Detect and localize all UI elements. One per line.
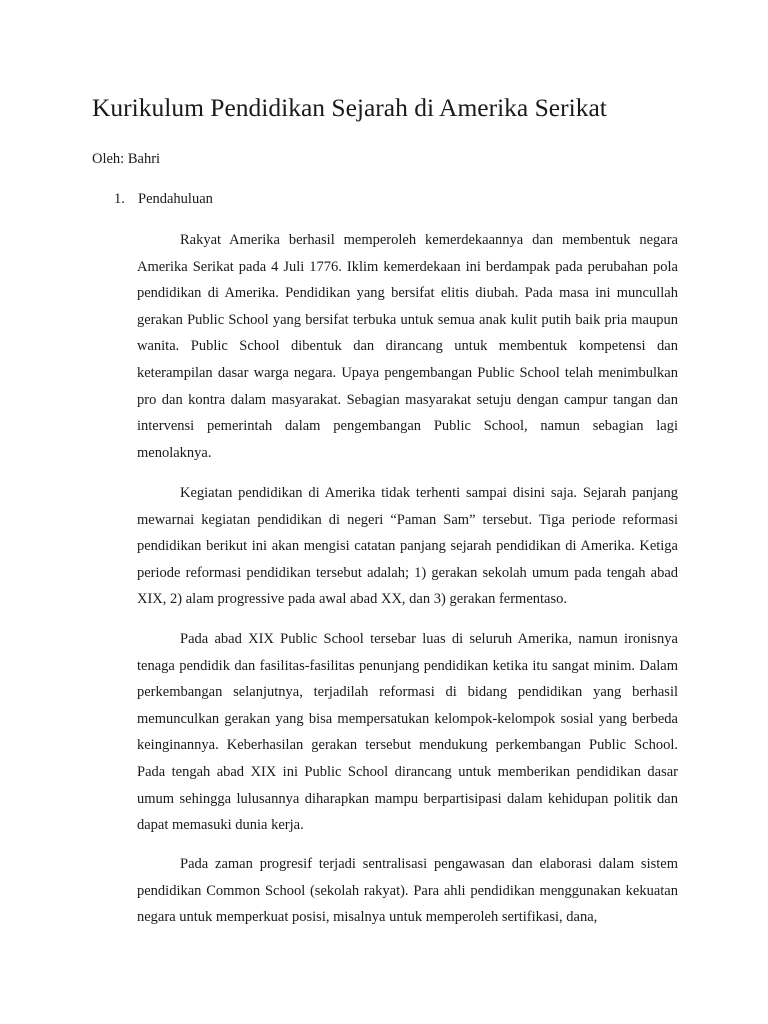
document-title: Kurikulum Pendidikan Sejarah di Amerika Serikat (92, 93, 607, 122)
section-title: Pendahuluan (138, 191, 213, 207)
paragraph-1: Rakyat Amerika berhasil memperoleh kemerdekaannya dan membentuk negara Amerika Serikat pada 4 Juli 1776. Iklim kemerdekaan ini berdampak pada perubahan pola pendidikan di Amerika. Pendidikan yang bersifat elitis diubah. Pada masa ini muncullah gerakan Public School yang bersifat terbuka untuk semua anak kulit putih baik pria maupun wanita. Public School dibentuk dan dirancang untuk membentuk kompetensi dan keterampilan dasar warga negara. Upaya pengembangan Public School telah menimbulkan pro dan kontra dalam masyarakat. Sebagian masyarakat setuju dengan campur tangan dan intervensi pemerintah dalam pengembangan Public School, namun sebagian lagi menolaknya. (137, 232, 678, 461)
section-number: 1. (114, 191, 125, 207)
author-byline: Oleh: Bahri (92, 151, 161, 167)
paragraph-3: Pada abad XIX Public School tersebar luas di seluruh Amerika, namun ironisnya tenaga pendidik dan fasilitas-fasilitas penunjang pendidikan ketika itu sangat minim. Dalam perkembangan selanjutnya, terjadilah reformasi di bidang pendidikan yang berhasil memunculkan gerakan yang bisa mempersatukan kelompok-kelompok sosial yang berbeda keinginannya. Keberhasilan gerakan tersebut mendukung perkembangan Public School. Pada tengah abad XIX ini Public School dirancang untuk memberikan pendidikan dasar umum sehingga lulusannya diharapkan mampu berpartisipasi dalam kehidupan politik dan dapat memasuki dunia kerja. (137, 631, 678, 834)
paragraph-4: Pada zaman progresif terjadi sentralisasi pengawasan dan elaborasi dalam sistem pendidikan Common School (sekolah rakyat). Para ahli pendidikan menggunakan kekuatan negara untuk memperkuat posisi, misalnya untuk memperoleh sertifikasi, dana, (137, 856, 678, 926)
paragraph-2: Kegiatan pendidikan di Amerika tidak terhenti sampai disini saja. Sejarah panjang mewarnai kegiatan pendidikan di negeri “Paman Sam” tersebut. Tiga periode reformasi pendidikan berikut ini akan mengisi catatan panjang sejarah pendidikan di Amerika. Ketiga periode reformasi pendidikan tersebut adalah; 1) gerakan sekolah umum pada tengah abad XIX, 2) alam progressive pada awal abad XX, dan 3) gerakan fermentaso. (137, 485, 678, 608)
section-heading (114, 189, 213, 209)
